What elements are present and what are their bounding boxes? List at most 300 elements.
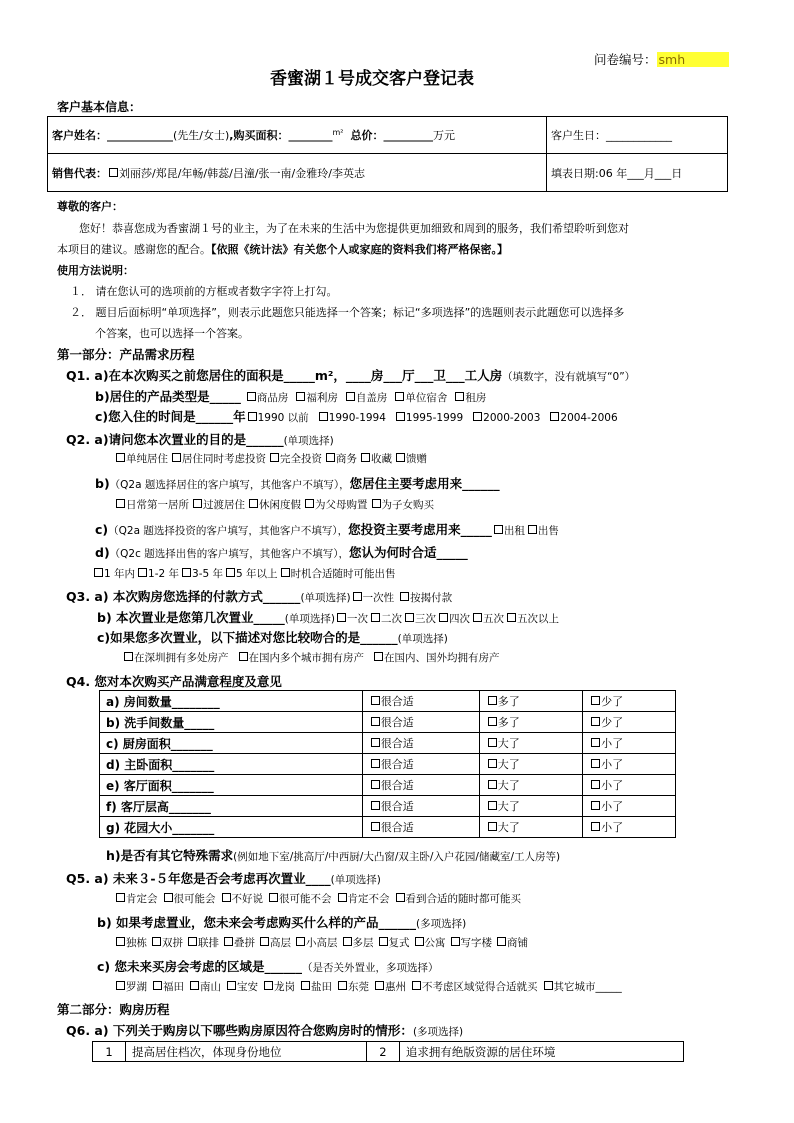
option-label: 福田 — [163, 981, 184, 993]
option[interactable] — [294, 937, 338, 949]
customer-name-field[interactable]: 客户姓名：____________ — [52, 129, 173, 142]
q2c: c)（Q2a 题选择投资的客户填写，其他客户不填写），您投资主要考虑用来_____ 出租 出售 — [95, 522, 559, 537]
option[interactable] — [479, 796, 582, 817]
option[interactable] — [410, 981, 538, 993]
checkbox[interactable] — [591, 759, 600, 768]
area-unit: m² — [332, 128, 344, 137]
option-label: 五次 — [482, 613, 504, 625]
checkbox[interactable] — [226, 568, 235, 577]
option[interactable] — [437, 613, 470, 625]
option[interactable] — [336, 981, 369, 993]
option[interactable] — [336, 893, 390, 905]
checkbox[interactable] — [301, 981, 310, 990]
privacy-note: 【依照《统计法》有关您个人或家庭的资料我们将严格保密。】 — [211, 243, 508, 256]
q6-option-text[interactable]: 提高居住档次，体现身份地位 — [126, 1042, 367, 1062]
checkbox[interactable] — [488, 738, 497, 747]
questionnaire-number-field[interactable]: smh — [657, 52, 729, 67]
option-label: 盐田 — [311, 981, 332, 993]
option[interactable] — [583, 796, 676, 817]
checkbox[interactable] — [591, 717, 600, 726]
option-label: 少了 — [601, 716, 624, 729]
q5b — [97, 913, 466, 931]
q1a-note: （填数字，没有就填写“0”） — [502, 371, 636, 383]
checkbox[interactable] — [374, 652, 383, 661]
option[interactable] — [114, 937, 147, 949]
checkbox[interactable] — [371, 738, 380, 747]
q3b-label[interactable]: b) 本次置业是您第几次置业_____ — [97, 610, 285, 625]
option[interactable] — [170, 453, 266, 465]
q1b-label[interactable]: b)居住的产品类型是_____ — [95, 389, 241, 404]
checkbox[interactable] — [371, 822, 380, 831]
customer-name-cell[interactable] — [48, 117, 547, 154]
checkbox[interactable] — [172, 453, 181, 462]
option[interactable] — [237, 652, 365, 664]
checkbox[interactable] — [591, 696, 600, 705]
option[interactable] — [359, 453, 392, 465]
checkbox[interactable] — [190, 981, 199, 990]
checkbox[interactable] — [451, 937, 460, 946]
checkbox[interactable] — [507, 613, 516, 622]
option[interactable] — [372, 652, 500, 664]
checkbox[interactable] — [193, 499, 202, 508]
q4h — [106, 846, 560, 864]
checkbox[interactable] — [379, 937, 388, 946]
checkbox[interactable] — [439, 613, 448, 622]
checkbox[interactable] — [591, 738, 600, 747]
checkbox[interactable] — [116, 453, 125, 462]
checkbox[interactable] — [152, 937, 161, 946]
q2c-note: （Q2a 题选择投资的客户填写，其他客户不填写）， — [108, 525, 349, 537]
option[interactable] — [114, 893, 158, 905]
option[interactable] — [92, 568, 135, 580]
checkbox[interactable] — [405, 613, 414, 622]
option[interactable] — [317, 412, 386, 424]
option-label: 在深圳拥有多处房产 — [134, 652, 229, 664]
option[interactable] — [150, 937, 183, 949]
option-label: 5 年以上 — [236, 568, 278, 580]
checkbox[interactable] — [338, 893, 347, 902]
checkbox[interactable] — [488, 717, 497, 726]
option[interactable] — [362, 712, 479, 733]
option-label: 东莞 — [348, 981, 369, 993]
option[interactable] — [362, 733, 479, 754]
q3a — [66, 587, 456, 605]
checkbox[interactable] — [346, 392, 355, 401]
checkbox[interactable] — [305, 499, 314, 508]
option-label: 多层 — [352, 937, 374, 949]
option[interactable] — [279, 568, 396, 580]
option[interactable] — [479, 712, 582, 733]
checkbox[interactable] — [343, 937, 352, 946]
checkbox[interactable] — [371, 717, 380, 726]
q1a — [66, 366, 635, 384]
option[interactable] — [479, 691, 582, 712]
option[interactable] — [479, 733, 582, 754]
option-label: 大了 — [497, 758, 520, 771]
option-label: 大了 — [497, 779, 520, 792]
q4h-label[interactable]: h)是否有其它特殊需求 — [106, 848, 234, 863]
checkbox[interactable] — [124, 652, 133, 661]
checkbox[interactable] — [591, 822, 600, 831]
option-label: 完全投资 — [280, 453, 322, 465]
checkbox[interactable] — [281, 568, 290, 577]
checkbox[interactable] — [296, 392, 305, 401]
option[interactable] — [413, 937, 446, 949]
total-price-field[interactable]: 总价：_________ — [350, 129, 433, 142]
sales-rep-names: 刘丽莎/郑昆/年畅/韩蕊/吕潼/张一南/金雅玲/李英志 — [119, 166, 365, 180]
option-label: 很合适 — [380, 800, 414, 813]
q3c-note: (单项选择) — [397, 633, 448, 645]
q3c-label[interactable]: c)如果您多次置业，以下描述对您比较吻合的是______ — [97, 630, 398, 645]
option-label: 二次 — [380, 613, 402, 625]
option-label: 很合适 — [380, 758, 414, 771]
q3c — [97, 628, 448, 646]
option-label: 很可能不会 — [279, 893, 332, 905]
q2d-options — [92, 566, 397, 581]
table-row — [100, 817, 676, 838]
checkbox[interactable] — [296, 937, 305, 946]
checkbox[interactable] — [361, 453, 370, 462]
checkbox[interactable] — [396, 412, 405, 421]
option[interactable] — [362, 754, 479, 775]
q5c — [97, 957, 438, 975]
q2a-label[interactable]: Q2. a)请问您本次置业的目的是______ — [66, 432, 284, 447]
checkbox[interactable] — [591, 801, 600, 810]
option[interactable] — [471, 412, 540, 424]
option-label: 小了 — [601, 779, 624, 792]
checkbox[interactable] — [260, 937, 269, 946]
option[interactable] — [224, 568, 278, 580]
option-label: 过渡居住 — [203, 499, 245, 511]
option[interactable] — [351, 592, 395, 604]
option-label: 在国内、国外均拥有房产 — [384, 652, 500, 664]
q2b-options — [114, 497, 436, 512]
checkbox[interactable] — [249, 499, 258, 508]
option-label: 2000-2003 — [483, 412, 541, 424]
option[interactable] — [180, 568, 223, 580]
checkbox[interactable] — [371, 780, 380, 789]
checkbox[interactable] — [109, 168, 118, 177]
option[interactable] — [222, 937, 255, 949]
checkbox[interactable] — [396, 453, 405, 462]
checkbox[interactable] — [116, 981, 125, 990]
checkbox[interactable] — [497, 937, 506, 946]
option[interactable] — [188, 981, 221, 993]
option[interactable] — [449, 937, 493, 949]
table-row — [100, 733, 676, 754]
option[interactable] — [136, 568, 179, 580]
option-label: 在国内多个城市拥有房产 — [248, 652, 364, 664]
checkbox[interactable] — [371, 613, 380, 622]
option[interactable] — [220, 893, 264, 905]
checkbox[interactable] — [353, 592, 362, 601]
option-label: 3-5 年 — [192, 568, 224, 580]
option[interactable] — [186, 937, 219, 949]
checkbox[interactable] — [319, 412, 328, 421]
gender-label: (先生/女士) — [173, 129, 230, 142]
checkbox[interactable] — [338, 981, 347, 990]
checkbox[interactable] — [488, 696, 497, 705]
option[interactable] — [362, 775, 479, 796]
option-label: 小了 — [601, 737, 624, 750]
q4-item — [100, 817, 363, 838]
option[interactable] — [262, 981, 295, 993]
option-label: 不好说 — [231, 893, 263, 905]
birthday-field[interactable]: 客户生日：____________ — [547, 117, 728, 154]
checkbox[interactable] — [371, 696, 380, 705]
q4-item-label: e) 客厅面积_______ — [106, 778, 214, 793]
option[interactable] — [583, 754, 676, 775]
page-title: 香蜜湖１号成交客户登记表 — [270, 69, 474, 89]
checkbox[interactable] — [326, 453, 335, 462]
checkbox[interactable] — [182, 568, 191, 577]
option[interactable] — [341, 937, 374, 949]
option[interactable] — [245, 392, 289, 404]
checkbox[interactable] — [528, 525, 537, 534]
checkbox[interactable] — [188, 937, 197, 946]
table-row — [100, 754, 676, 775]
option-label: 自盖房 — [355, 392, 388, 404]
checkbox[interactable] — [116, 893, 125, 902]
option[interactable] — [526, 525, 559, 537]
option-label: 很合适 — [380, 821, 414, 834]
option-label: 联排 — [198, 937, 219, 949]
option[interactable] — [303, 499, 368, 511]
q5c-note: （是否关外置业，多项选择） — [301, 962, 439, 974]
checkbox[interactable] — [372, 499, 381, 508]
q4-item — [100, 712, 363, 733]
checkbox[interactable] — [396, 893, 405, 902]
checkbox[interactable] — [591, 780, 600, 789]
checkbox[interactable] — [415, 937, 424, 946]
option[interactable] — [583, 733, 676, 754]
option[interactable] — [583, 712, 676, 733]
q3a-options — [351, 592, 457, 604]
q1c-label[interactable]: c)您入住的时间是______年 — [95, 409, 246, 424]
q4-item-label: b) 洗手间数量_____ — [106, 715, 215, 730]
option-label: 不考虑区域觉得合适就买 — [422, 981, 538, 993]
option[interactable] — [335, 613, 368, 625]
option-label: 收藏 — [371, 453, 392, 465]
checkbox[interactable] — [337, 613, 346, 622]
checkbox[interactable] — [371, 759, 380, 768]
option[interactable] — [370, 499, 435, 511]
option[interactable] — [583, 817, 676, 838]
checkbox[interactable] — [248, 412, 257, 421]
checkbox[interactable] — [227, 981, 236, 990]
q5b-options — [114, 935, 531, 950]
table-row — [93, 1042, 684, 1062]
table-row — [100, 775, 676, 796]
option[interactable] — [479, 775, 582, 796]
checkbox[interactable] — [371, 801, 380, 810]
option[interactable] — [114, 453, 168, 465]
checkbox[interactable] — [94, 568, 103, 577]
option-label: 高层 — [270, 937, 291, 949]
option[interactable] — [398, 592, 452, 604]
checkbox[interactable] — [116, 937, 125, 946]
option-label: 罗湖 — [126, 981, 147, 993]
option-label: 公寓 — [424, 937, 446, 949]
option-label: 2004-2006 — [560, 412, 618, 424]
checkbox[interactable] — [488, 822, 497, 831]
q5a-options — [114, 891, 525, 906]
option[interactable] — [225, 981, 258, 993]
table-row — [100, 796, 676, 817]
q6-option-text[interactable]: 追求拥有绝版资源的居住环境 — [399, 1042, 683, 1062]
usage-item-2: ２． 题目后面标明“单项选择”，则表示此题您只能选择一个答案；标记“多项选择”的选题则表示此题您可以选择多 — [70, 306, 625, 319]
checkbox[interactable] — [138, 568, 147, 577]
option[interactable] — [403, 613, 436, 625]
checkbox[interactable] — [224, 937, 233, 946]
option[interactable] — [492, 525, 525, 537]
option[interactable] — [542, 981, 622, 993]
option[interactable] — [505, 613, 559, 625]
q5c-options — [114, 979, 626, 994]
checkbox[interactable] — [494, 525, 503, 534]
option[interactable] — [548, 412, 617, 424]
checkbox[interactable] — [247, 392, 256, 401]
option-label: 少了 — [601, 695, 624, 708]
option[interactable] — [369, 613, 402, 625]
q4-item — [100, 733, 363, 754]
option[interactable] — [479, 754, 582, 775]
checkbox[interactable] — [153, 981, 162, 990]
option-label: 1995-1999 — [405, 412, 464, 424]
checkbox[interactable] — [550, 412, 559, 421]
option[interactable] — [393, 392, 447, 404]
option[interactable] — [453, 392, 486, 404]
option[interactable] — [294, 392, 338, 404]
q2d-label[interactable]: 您认为何时合适_____ — [348, 545, 468, 560]
q2a-options — [114, 451, 429, 466]
checkbox[interactable] — [488, 780, 497, 789]
q3a-label[interactable]: Q3. a) 本次购房您选择的付款方式______ — [66, 589, 301, 604]
fill-date-field[interactable]: 填表日期:06 年___月___日 — [547, 154, 728, 192]
usage-item-1: １． 请在您认可的选项前的方框或者数字字符上打勾。 — [70, 285, 338, 298]
option[interactable] — [114, 981, 147, 993]
q2b: b)（Q2a 题选择居住的客户填写，其他客户不填写），您居住主要考虑用来______ — [95, 476, 500, 491]
q5c-label[interactable]: c) 您未来买房会考虑的区域是______ — [97, 959, 302, 974]
checkbox[interactable] — [116, 499, 125, 508]
intro-para-1: 您好！恭喜您成为香蜜湖１号的业主，为了在未来的生活中为您提供更加细致和周到的服务，我们希望聆听到您对 — [79, 222, 629, 235]
q5a-label[interactable]: Q5. a) 未来３-５年您是否会考虑再次置业____ — [66, 871, 331, 886]
option[interactable] — [122, 652, 229, 664]
option[interactable] — [299, 981, 332, 993]
option-label: 五次以上 — [516, 613, 559, 625]
q5a-note: (单项选择) — [330, 874, 381, 886]
checkbox[interactable] — [473, 412, 482, 421]
option[interactable] — [394, 893, 522, 905]
q3b-note: (单项选择) — [284, 613, 335, 625]
option-label: 肯定不会 — [347, 893, 390, 905]
option-label: 出租 — [503, 525, 525, 537]
option[interactable] — [162, 893, 216, 905]
usage-item-2-cont: 个答案，也可以选择一个答案。 — [95, 327, 249, 340]
option[interactable] — [362, 796, 479, 817]
q2a-note: (单项选择) — [283, 435, 334, 447]
option[interactable] — [247, 499, 301, 511]
option-label: 1-2 年 — [148, 568, 180, 580]
checkbox[interactable] — [375, 981, 384, 990]
checkbox[interactable] — [488, 801, 497, 810]
option-label: 小了 — [601, 800, 624, 813]
option[interactable] — [362, 817, 479, 838]
option-label: 为父母购置 — [315, 499, 368, 511]
q5b-note: (多项选择) — [416, 918, 467, 930]
option[interactable] — [377, 937, 410, 949]
option[interactable] — [268, 453, 322, 465]
q5b-label[interactable]: b) 如果考虑置业，您未来会考虑购买什么样的产品______ — [97, 915, 417, 930]
option-label: 福利房 — [306, 392, 338, 404]
option[interactable] — [373, 981, 406, 993]
option[interactable] — [583, 775, 676, 796]
checkbox[interactable] — [544, 981, 553, 990]
checkbox[interactable] — [412, 981, 421, 990]
option-label: 商铺 — [507, 937, 528, 949]
option-label: 四次 — [448, 613, 470, 625]
option[interactable] — [471, 613, 504, 625]
checkbox[interactable] — [455, 392, 464, 401]
area-field[interactable]: ,购买面积：________ — [229, 129, 333, 142]
option[interactable] — [246, 412, 309, 424]
checkbox[interactable] — [269, 893, 278, 902]
q2b-label[interactable]: 您居住主要考虑用来______ — [349, 476, 500, 491]
option[interactable] — [583, 691, 676, 712]
option-label: 惠州 — [385, 981, 406, 993]
q4-item-label: d) 主卧面积_______ — [106, 757, 215, 772]
checkbox[interactable] — [164, 893, 173, 902]
option-label: 大了 — [497, 800, 520, 813]
q2c-label[interactable]: 您投资主要考虑用来_____ — [348, 522, 492, 537]
checkbox[interactable] — [264, 981, 273, 990]
option[interactable] — [362, 691, 479, 712]
option[interactable] — [258, 937, 291, 949]
table-row — [100, 691, 676, 712]
checkbox[interactable] — [270, 453, 279, 462]
option[interactable] — [495, 937, 528, 949]
option-label: 写字楼 — [460, 937, 492, 949]
option[interactable] — [394, 453, 427, 465]
checkbox[interactable] — [239, 652, 248, 661]
option[interactable] — [151, 981, 184, 993]
q4-item — [100, 691, 363, 712]
option[interactable] — [479, 817, 582, 838]
option[interactable] — [114, 499, 189, 511]
q6a-label[interactable]: Q6. a) 下列关于购房以下哪些购房原因符合您购房时的情形： — [66, 1023, 413, 1038]
q1a-label[interactable]: Q1. a)在本次购买之前您居住的面积是_____m²，____房___厅___卫___工人房 — [66, 368, 503, 383]
option[interactable] — [344, 392, 388, 404]
option-label: 1 年内 — [104, 568, 136, 580]
checkbox[interactable] — [400, 592, 409, 601]
q6-option-number[interactable]: 1 — [93, 1042, 126, 1062]
option[interactable] — [324, 453, 357, 465]
checkbox[interactable] — [488, 759, 497, 768]
checkbox[interactable] — [473, 613, 482, 622]
q2d-note: （Q2c 题选择出售的客户填写，其他客户不填写）， — [109, 548, 349, 560]
option-label: 商务 — [336, 453, 357, 465]
q6a-note: (多项选择) — [412, 1026, 464, 1038]
option[interactable] — [191, 499, 245, 511]
questionnaire-number-label: 问卷编号： — [594, 52, 657, 67]
q2c-options — [492, 525, 560, 537]
option[interactable] — [267, 893, 332, 905]
checkbox[interactable] — [222, 893, 231, 902]
q6-option-number[interactable]: 2 — [366, 1042, 399, 1062]
q2b-note: （Q2a 题选择居住的客户填写，其他客户不填写）， — [109, 479, 350, 491]
option[interactable] — [394, 412, 463, 424]
checkbox[interactable] — [395, 392, 404, 401]
